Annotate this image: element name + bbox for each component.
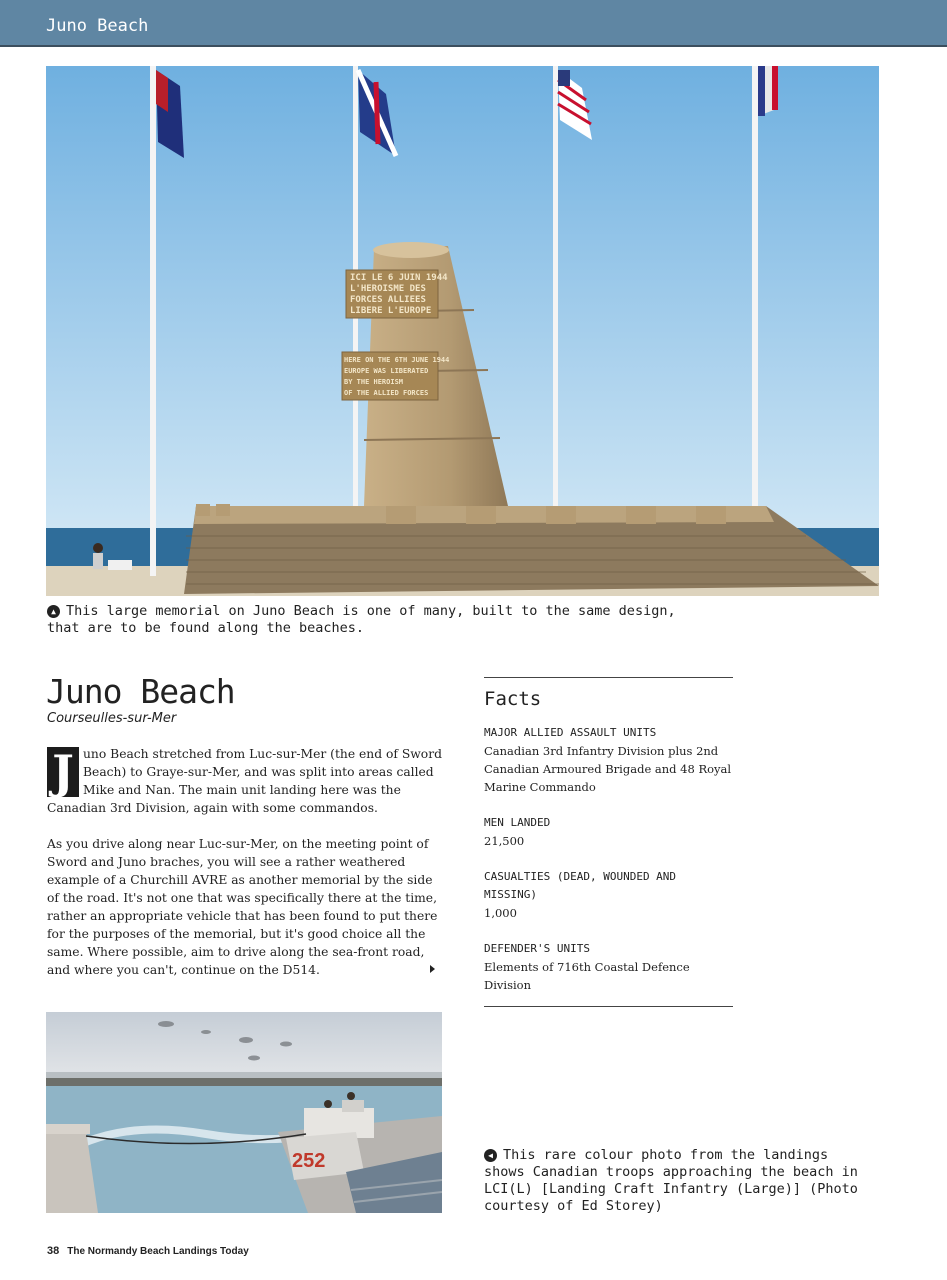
caption-arrow-left-icon: ◀ xyxy=(484,1149,497,1162)
caption-arrow-up-icon: ▲ xyxy=(47,605,60,618)
plaque-fr-line4: LIBERE L'EUROPE xyxy=(350,306,432,316)
plaque-fr-line1: ICI LE 6 JUIN 1944 xyxy=(350,273,448,283)
fact-label: CASUALTIES (DEAD, WOUNDED AND MISSING) xyxy=(484,870,677,901)
landing-craft-photo xyxy=(46,1012,442,1213)
plaque-fr-line2: L'HEROISME DES xyxy=(350,284,426,294)
plaque-en-line4: OF THE ALLIED FORCES xyxy=(344,389,429,397)
landing-craft-caption xyxy=(484,1147,874,1215)
fact-value: 21,500 xyxy=(484,834,525,848)
fact-item xyxy=(484,724,733,796)
fact-item xyxy=(484,940,733,994)
landing-craft-caption-text: This rare colour photo from the landings shows Canadian troops approaching the beach in LCI(L) [Landing Craft Infantry (Large)] (Photo courtesy of Ed Storey) xyxy=(484,1147,858,1214)
facts-box xyxy=(484,677,733,1007)
article-title: Juno Beach xyxy=(46,672,235,711)
plaque-fr-line3: FORCES ALLIEES xyxy=(350,295,426,305)
fact-item xyxy=(484,868,733,922)
plaque-en-line3: BY THE HEROISM xyxy=(344,378,404,386)
fact-value: 1,000 xyxy=(484,906,517,920)
hull-number: 252 xyxy=(292,1150,326,1172)
fact-value: Canadian 3rd Infantry Division plus 2nd Canadian Armoured Brigade and 48 Royal Marine Commando xyxy=(484,744,732,794)
header-bar xyxy=(0,0,947,47)
facts-title: Facts xyxy=(484,688,542,710)
fact-item xyxy=(484,814,733,850)
memorial-photo xyxy=(46,66,879,596)
fact-label: MAJOR ALLIED ASSAULT UNITS xyxy=(484,726,657,739)
page-footer xyxy=(47,1245,249,1257)
article-paragraph-1-text: uno Beach stretched from Luc-sur-Mer (the end of Sword Beach) to Graye-sur-Mer, and was split into areas called Mike and Nan. The main unit landing here was the Canadian 3rd Division, again with some commandos. xyxy=(47,747,442,815)
landing-craft-illustration xyxy=(46,1012,442,1213)
article-paragraph-2: As you drive along near Luc-sur-Mer, on the meeting point of Sword and Juno braches, you will see a rather weathered example of a Churchill AVRE as another memorial by the side of the road. It's not one that was specifically there at the time, rather an appropriate vehicle that has been found to put there for the purposes of the memorial, but it's good choice all the same. Where possible, aim to drive along the sea-front road, and where you can't, continue on the D514. xyxy=(47,837,438,977)
article-paragraph-1 xyxy=(47,745,445,817)
memorial-photo-illustration xyxy=(46,66,879,596)
drop-cap: J xyxy=(47,747,79,797)
continue-arrow-icon xyxy=(430,965,435,973)
memorial-caption-text: This large memorial on Juno Beach is one of many, built to the same design, that are to be found along the beaches. xyxy=(47,603,676,636)
plaque-en-line1: HERE ON THE 6TH JUNE 1944 xyxy=(344,356,450,364)
article-body xyxy=(47,745,445,997)
article-subtitle: Courseulles-sur-Mer xyxy=(47,711,177,726)
page-number: 38 xyxy=(47,1245,60,1257)
fact-label: DEFENDER'S UNITS xyxy=(484,942,590,955)
fact-value: Elements of 716th Coastal Defence Division xyxy=(484,960,690,992)
memorial-caption xyxy=(47,603,697,637)
publication-title: The Normandy Beach Landings Today xyxy=(67,1246,249,1257)
plaque-en-line2: EUROPE WAS LIBERATED xyxy=(344,367,429,375)
header-title: Juno Beach xyxy=(46,16,149,36)
fact-label: MEN LANDED xyxy=(484,816,551,829)
